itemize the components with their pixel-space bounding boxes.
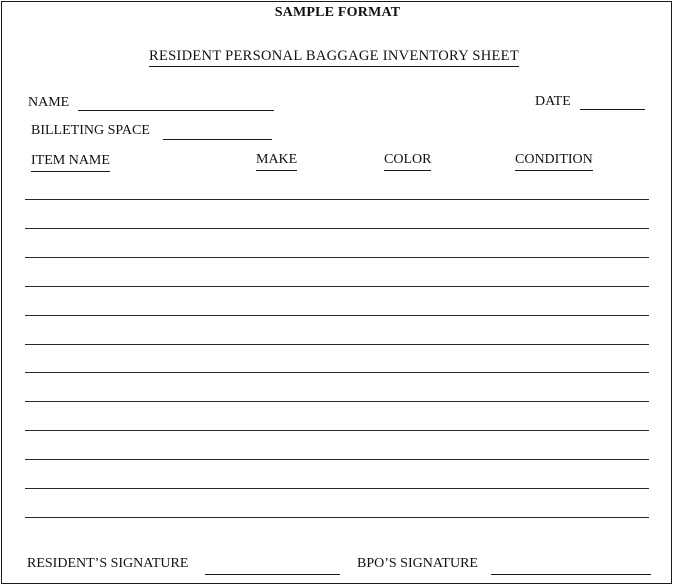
column-header-item-name: ITEM NAME (31, 154, 110, 172)
entry-line[interactable] (25, 401, 649, 402)
resident-signature-field[interactable] (205, 574, 340, 575)
entry-line[interactable] (25, 430, 649, 431)
sheet-title: RESIDENT PERSONAL BAGGAGE INVENTORY SHEET (149, 49, 519, 67)
name-label: NAME (28, 95, 70, 110)
resident-signature-label: RESIDENT’S SIGNATURE (27, 556, 189, 571)
bpo-signature-field[interactable] (491, 574, 651, 575)
column-header-make: MAKE (256, 153, 297, 171)
entry-line[interactable] (25, 315, 649, 316)
billeting-space-field[interactable] (163, 139, 272, 140)
bpo-signature-label: BPO’S SIGNATURE (357, 556, 478, 571)
entry-line[interactable] (25, 459, 649, 460)
entry-line[interactable] (25, 228, 649, 229)
entry-line[interactable] (25, 372, 649, 373)
entry-line[interactable] (25, 517, 649, 518)
entry-line[interactable] (25, 257, 649, 258)
format-title: SAMPLE FORMAT (274, 5, 401, 20)
entry-line[interactable] (25, 344, 649, 345)
column-header-condition: CONDITION (515, 153, 593, 171)
name-field[interactable] (78, 110, 274, 111)
date-label: DATE (535, 94, 571, 109)
column-header-color: COLOR (384, 153, 431, 171)
entry-line[interactable] (25, 286, 649, 287)
billeting-space-label: BILLETING SPACE (31, 123, 150, 138)
inventory-sheet-border (1, 1, 672, 584)
entry-line[interactable] (25, 199, 649, 200)
entry-line[interactable] (25, 488, 649, 489)
date-field[interactable] (580, 109, 645, 110)
